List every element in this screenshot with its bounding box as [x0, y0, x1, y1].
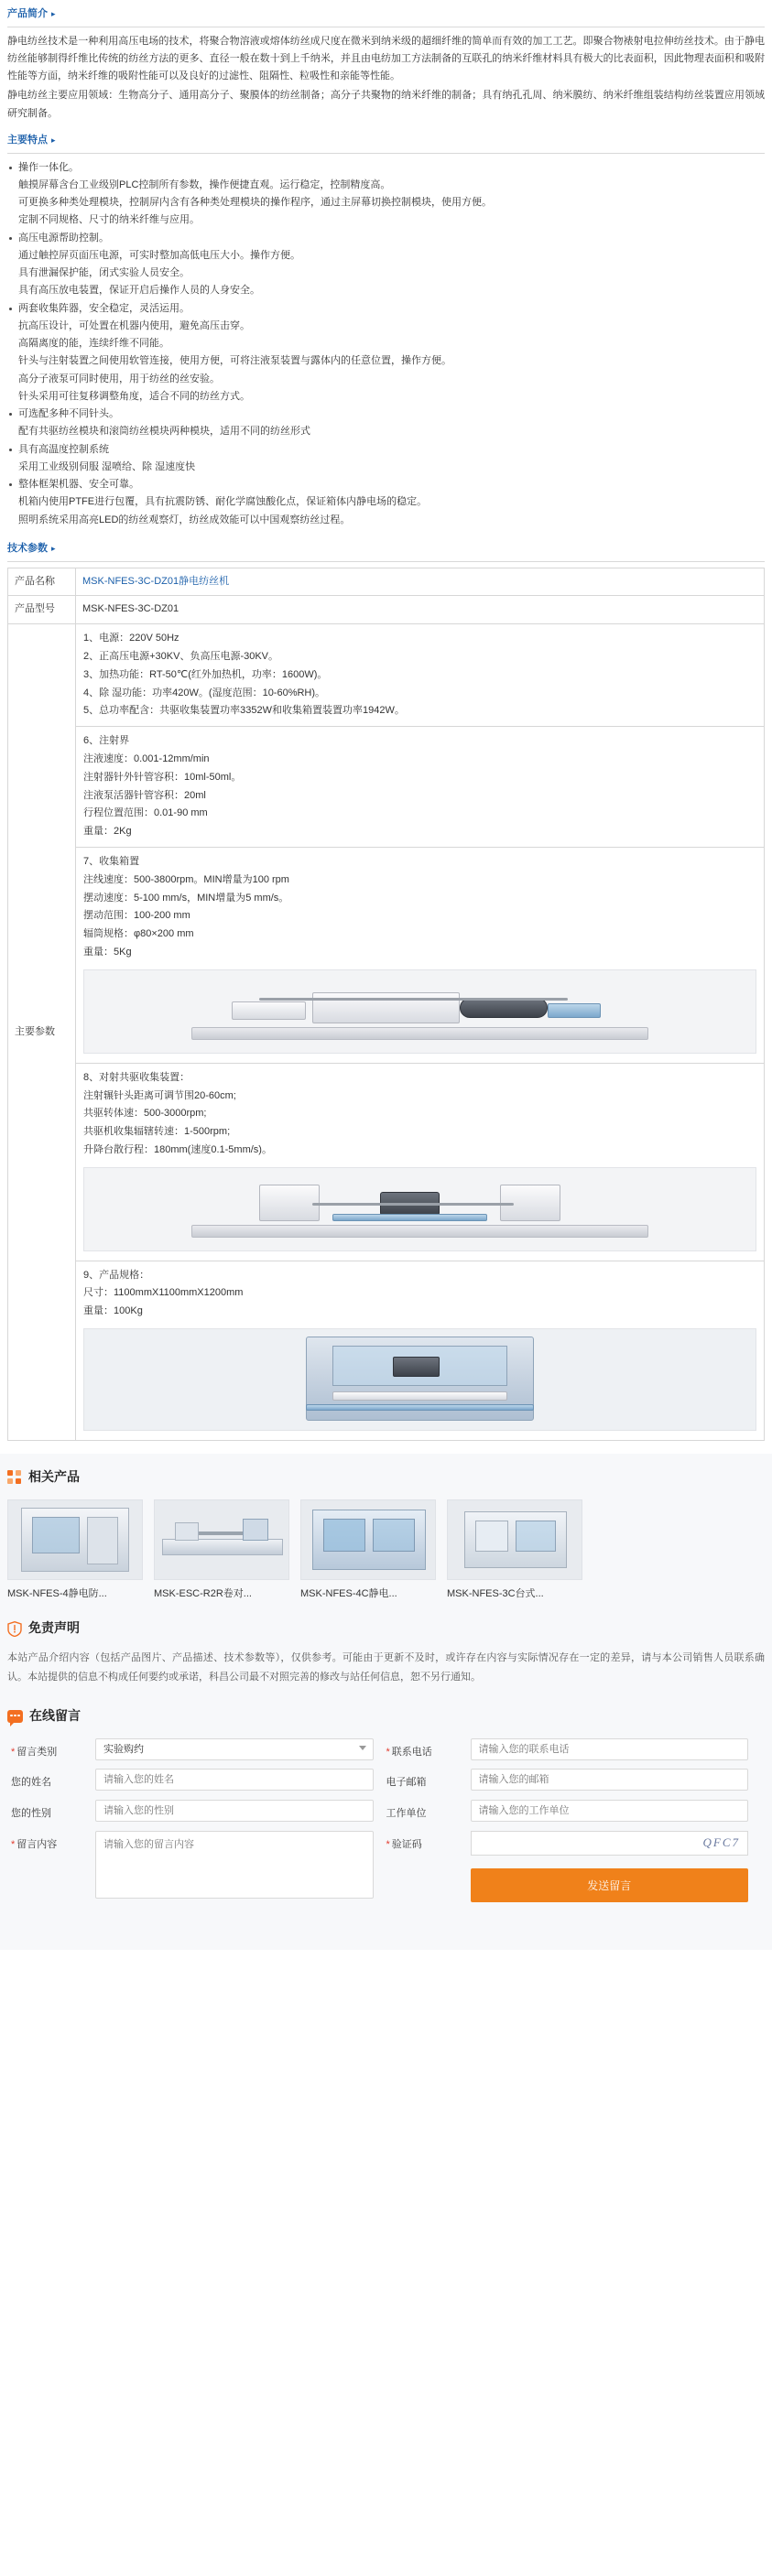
spec-value-model: MSK-NFES-3C-DZ01 — [76, 596, 765, 624]
related-product-card[interactable] — [154, 1499, 289, 1602]
label-phone-text: 联系电话 — [391, 1746, 432, 1758]
form-field-company — [386, 1800, 762, 1823]
submit-button[interactable]: 发送留言 — [471, 1868, 749, 1902]
table-row-parameters — [8, 624, 765, 1441]
product-caption[interactable]: MSK-ESC-R2R卷对... — [154, 1587, 252, 1599]
disclaimer-body: 本站产品介绍内容（包括产品图片、产品描述、技术参数等），仅供参考。可能由于更新不及时，或许存在内容与实际情况存在一定的差异，请与本公司销售人员联系确认。本站提供的信息不构成任何要约或承诺，科昌公司最不对照完善的修改与站任何信息，恕不另行通知。 — [7, 1652, 765, 1683]
list-item: 可选配多种不同针头。 — [7, 406, 765, 423]
list-item: 采用工业级别伺服 湿喷给、除 湿速度快 — [18, 460, 196, 472]
related-product-card[interactable] — [447, 1499, 582, 1602]
list-item: 具有高压放电装置，保证开启后操作人员的人身安全。 — [18, 285, 260, 297]
list-item: 操作一体化。 — [7, 159, 765, 177]
message-type-select[interactable] — [95, 1738, 374, 1760]
label-content — [11, 1831, 95, 1854]
section-title-intro: 产品简介 — [7, 8, 48, 19]
chat-bubble-icon — [7, 1710, 23, 1723]
message-form-title: 在线留言 — [29, 1707, 81, 1723]
section-title-features: 主要特点 — [7, 134, 48, 146]
captcha-image[interactable]: QFC7 — [471, 1831, 749, 1856]
email-input[interactable] — [471, 1769, 749, 1791]
param-line: 7、收集箱置 — [83, 855, 140, 867]
param-block-injection — [76, 727, 764, 848]
param-line: 升降台散行程：180mm(速度0.1-5mm/s)。 — [83, 1143, 272, 1155]
param-line: 注射辗针头距离可调节围20-60cm; — [83, 1089, 236, 1101]
message-form — [7, 1738, 765, 1933]
param-line: 辐筒规格：φ80×200 mm — [83, 928, 194, 940]
param-line: 摆动范围：100-200 mm — [83, 910, 190, 922]
param-line: 5、总功率配含：共驱收集装置功率3352W和收集箱置装置功率1942W。 — [83, 705, 405, 717]
param-block-dual-collector — [76, 1064, 764, 1261]
param-line: 6、注射界 — [83, 735, 130, 747]
param-line: 重量：5Kg — [83, 946, 132, 958]
intro-paragraph-2: 静电纺丝主要应用领域：生物高分子、通用高分子、聚膜体的纺丝制备；高分子共聚物的纳米纤维的制备；具有纳孔孔周、纳米膜纺、纳米纤维组装结构纺丝装置应用领域研究制备。 — [7, 90, 765, 119]
label-company: 工作单位 — [386, 1808, 427, 1820]
form-field-name — [11, 1769, 386, 1791]
param-line: 尺寸：1100mmX1100mmX1200mm — [83, 1287, 244, 1299]
param-block-dimensions — [76, 1261, 764, 1440]
form-row — [11, 1738, 761, 1761]
list-item: 高隔离度的能，连续纤维不同能。 — [18, 338, 169, 350]
spec-label-model: 产品型号 — [8, 596, 76, 624]
param-block-power — [76, 624, 764, 727]
label-name: 您的姓名 — [11, 1777, 51, 1789]
figure-drum-collector — [83, 969, 756, 1054]
form-row — [11, 1800, 761, 1823]
param-line: 行程位置范围：0.01-90 mm — [83, 807, 208, 819]
product-caption[interactable]: MSK-NFES-4C静电... — [300, 1587, 397, 1599]
grid-squares-icon — [7, 1470, 22, 1485]
form-field-type — [11, 1738, 386, 1761]
content-textarea[interactable] — [95, 1831, 374, 1899]
disclaimer-title: 免责声明 — [28, 1620, 80, 1636]
label-email: 电子邮箱 — [386, 1777, 427, 1789]
divider-specs — [7, 561, 765, 562]
message-form-header — [7, 1705, 765, 1727]
param-line: 4、除 湿功能：功率420W。(湿度范围：10-60%RH)。 — [83, 687, 326, 698]
section-title-specs: 技术参数 — [7, 542, 48, 554]
list-item: 配有共驱纺丝模块和滚筒纺丝模块两种模块，适用不同的纺丝形式 — [18, 426, 310, 438]
form-right-column — [386, 1831, 762, 1910]
list-item: 针头与注射装置之间使用软管连接，使用方便，可将注液泵装置与露体内的任意位置，操作方便。 — [18, 355, 451, 367]
spec-value-parameters — [76, 624, 765, 1441]
related-products-title: 相关产品 — [28, 1469, 80, 1485]
feature-list — [7, 159, 765, 529]
list-item: 可更换多种类处理模块，控制屏内含有各种类处理模块的操作程序，通过主屏幕切换控制模块，使用方便。 — [18, 197, 492, 209]
list-item: 通过触控屏页面压电源，可实时整加高低电压大小。操作方便。 — [18, 249, 300, 261]
list-item: 高压电源帮助控制。 — [7, 230, 765, 247]
list-item: 两套收集阵器，安全稳定，灵活运用。 — [7, 300, 765, 318]
list-item: 针头采用可往复移调整角度，适合不同的纺丝方式。 — [18, 390, 250, 402]
table-row — [8, 568, 765, 596]
list-item: 定制不同规格、尺寸的纳米纤维与应用。 — [18, 214, 200, 226]
form-row — [386, 1868, 762, 1902]
list-item: 抗高压设计，可处置在机器内使用，避免高压击穿。 — [18, 319, 250, 331]
param-line: 2、正高压电源+30KV、负高压电源-30KV。 — [83, 650, 279, 662]
param-line: 摆动速度：5-100 mm/s，MIN增量为5 mm/s。 — [83, 892, 289, 904]
required-marker: * — [386, 1746, 390, 1758]
shield-icon — [7, 1621, 22, 1637]
label-captcha — [386, 1831, 471, 1854]
param-line: 共驱机收集辐辖转速：1-500rpm; — [83, 1126, 231, 1138]
chevron-right-icon: ▸ — [51, 8, 56, 18]
list-item: 高分子液泵可同时使用，用于纺丝的丝安验。 — [18, 373, 220, 384]
label-content-text: 留言内容 — [16, 1838, 58, 1850]
figure-dual-collector — [83, 1167, 756, 1251]
form-field-email — [386, 1769, 762, 1791]
product-caption[interactable]: MSK-NFES-4静电防... — [7, 1587, 107, 1599]
product-thumbnail[interactable] — [300, 1499, 436, 1580]
list-item: 照明系统采用高亮LED的纺丝观察灯，纺丝成效能可以中国观察纺丝过程。 — [18, 514, 351, 525]
section-header-specs — [7, 540, 765, 557]
chevron-right-icon: ▸ — [51, 135, 56, 145]
param-line: 共驱转体速：500-3000rpm; — [83, 1108, 207, 1120]
section-header-features — [7, 132, 765, 149]
related-products-list — [7, 1499, 765, 1602]
param-line: 注射器针外针管容积：10ml-50ml。 — [83, 771, 242, 783]
disclaimer-header — [7, 1618, 765, 1640]
intro-text — [7, 33, 765, 123]
figure-full-cabinet — [83, 1328, 756, 1431]
section-header-intro — [7, 5, 765, 23]
related-products-section — [0, 1454, 772, 1950]
form-row — [386, 1831, 762, 1856]
product-thumbnail[interactable] — [154, 1499, 289, 1580]
param-line: 3、加热功能：RT-50℃(红外加热机，功率：1600W)。 — [83, 668, 328, 680]
product-page — [0, 5, 772, 1950]
label-gender: 您的性别 — [11, 1808, 51, 1820]
param-line: 9、产品规格： — [83, 1269, 150, 1281]
param-line: 重量：2Kg — [83, 826, 132, 838]
required-marker: * — [11, 1838, 16, 1850]
form-row — [11, 1769, 761, 1791]
product-thumbnail[interactable] — [447, 1499, 582, 1580]
param-line: 注线速度：500-3800rpm。MIN增量为100 rpm — [83, 873, 289, 885]
product-caption[interactable]: MSK-NFES-3C台式... — [447, 1587, 544, 1599]
list-item: 整体框架机器、安全可靠。 — [7, 476, 765, 493]
list-item: 具有泄漏保护能，闭式实验人员安全。 — [18, 267, 190, 279]
phone-input[interactable] — [471, 1738, 749, 1760]
form-field-phone — [386, 1738, 762, 1761]
gender-input[interactable] — [95, 1800, 374, 1822]
required-marker: * — [386, 1838, 390, 1850]
required-marker: * — [11, 1746, 16, 1758]
param-line: 注液速度：0.001-12mm/min — [83, 752, 210, 764]
label-phone — [386, 1738, 471, 1761]
chevron-right-icon: ▸ — [51, 543, 56, 553]
list-item: 具有高温度控制系统 — [7, 441, 765, 459]
spec-value-name: MSK-NFES-3C-DZ01静电纺丝机 — [76, 568, 765, 596]
form-field-gender — [11, 1800, 386, 1823]
spec-table — [7, 568, 765, 1442]
param-line: 8、对射共驱收集装置： — [83, 1071, 190, 1083]
label-captcha-text: 验证码 — [391, 1838, 422, 1850]
spec-label-name: 产品名称 — [8, 568, 76, 596]
param-line: 重量：100Kg — [83, 1305, 143, 1317]
param-block-collector — [76, 848, 764, 1064]
param-line: 1、电源：220V 50Hz — [83, 633, 179, 644]
related-product-card[interactable] — [300, 1499, 436, 1602]
label-type-text: 留言类别 — [16, 1746, 58, 1758]
form-field-content — [11, 1831, 386, 1905]
list-item: 机箱内使用PTFE进行包覆，具有抗震防锈、耐化学腐蚀酸化点，保证箱体内静电场的稳定。 — [18, 496, 428, 508]
divider-features — [7, 153, 765, 154]
spec-label-parameters: 主要参数 — [8, 624, 76, 1441]
intro-paragraph-1: 静电纺丝技术是一种利用高压电场的技术，将聚合物溶液或熔体纺丝成尺度在微米到纳米级的超细纤维的简单而有效的加工工艺。即聚合物裱射电拉伸纺丝技术。由于静电纺丝能够制得纤维比传统的纺丝方法的更多、直径一般在数十到上千纳米，并且由电纺加工方法制备的互联孔的纳米纤维材料具有极大的比表面积，因此物理表面积和吸附性能等方面，纳米纤维的吸附性能可以及良好的过滤性、阻隔性、粒吸性和亲能等性能。 — [7, 35, 765, 82]
related-products-header — [7, 1467, 765, 1488]
param-line: 注液泵活器针管容积：20ml — [83, 789, 206, 801]
label-type — [11, 1738, 95, 1761]
company-input[interactable] — [471, 1800, 749, 1822]
product-thumbnail[interactable] — [7, 1499, 143, 1580]
form-bottom-spacer — [11, 1919, 761, 1933]
table-row — [8, 596, 765, 624]
related-product-card[interactable] — [7, 1499, 143, 1602]
name-input[interactable] — [95, 1769, 374, 1791]
list-item: 触摸屏幕含台工业级别PLC控制所有参数，操作便捷直观。运行稳定，控制精度高。 — [18, 179, 391, 190]
form-row — [11, 1831, 761, 1910]
